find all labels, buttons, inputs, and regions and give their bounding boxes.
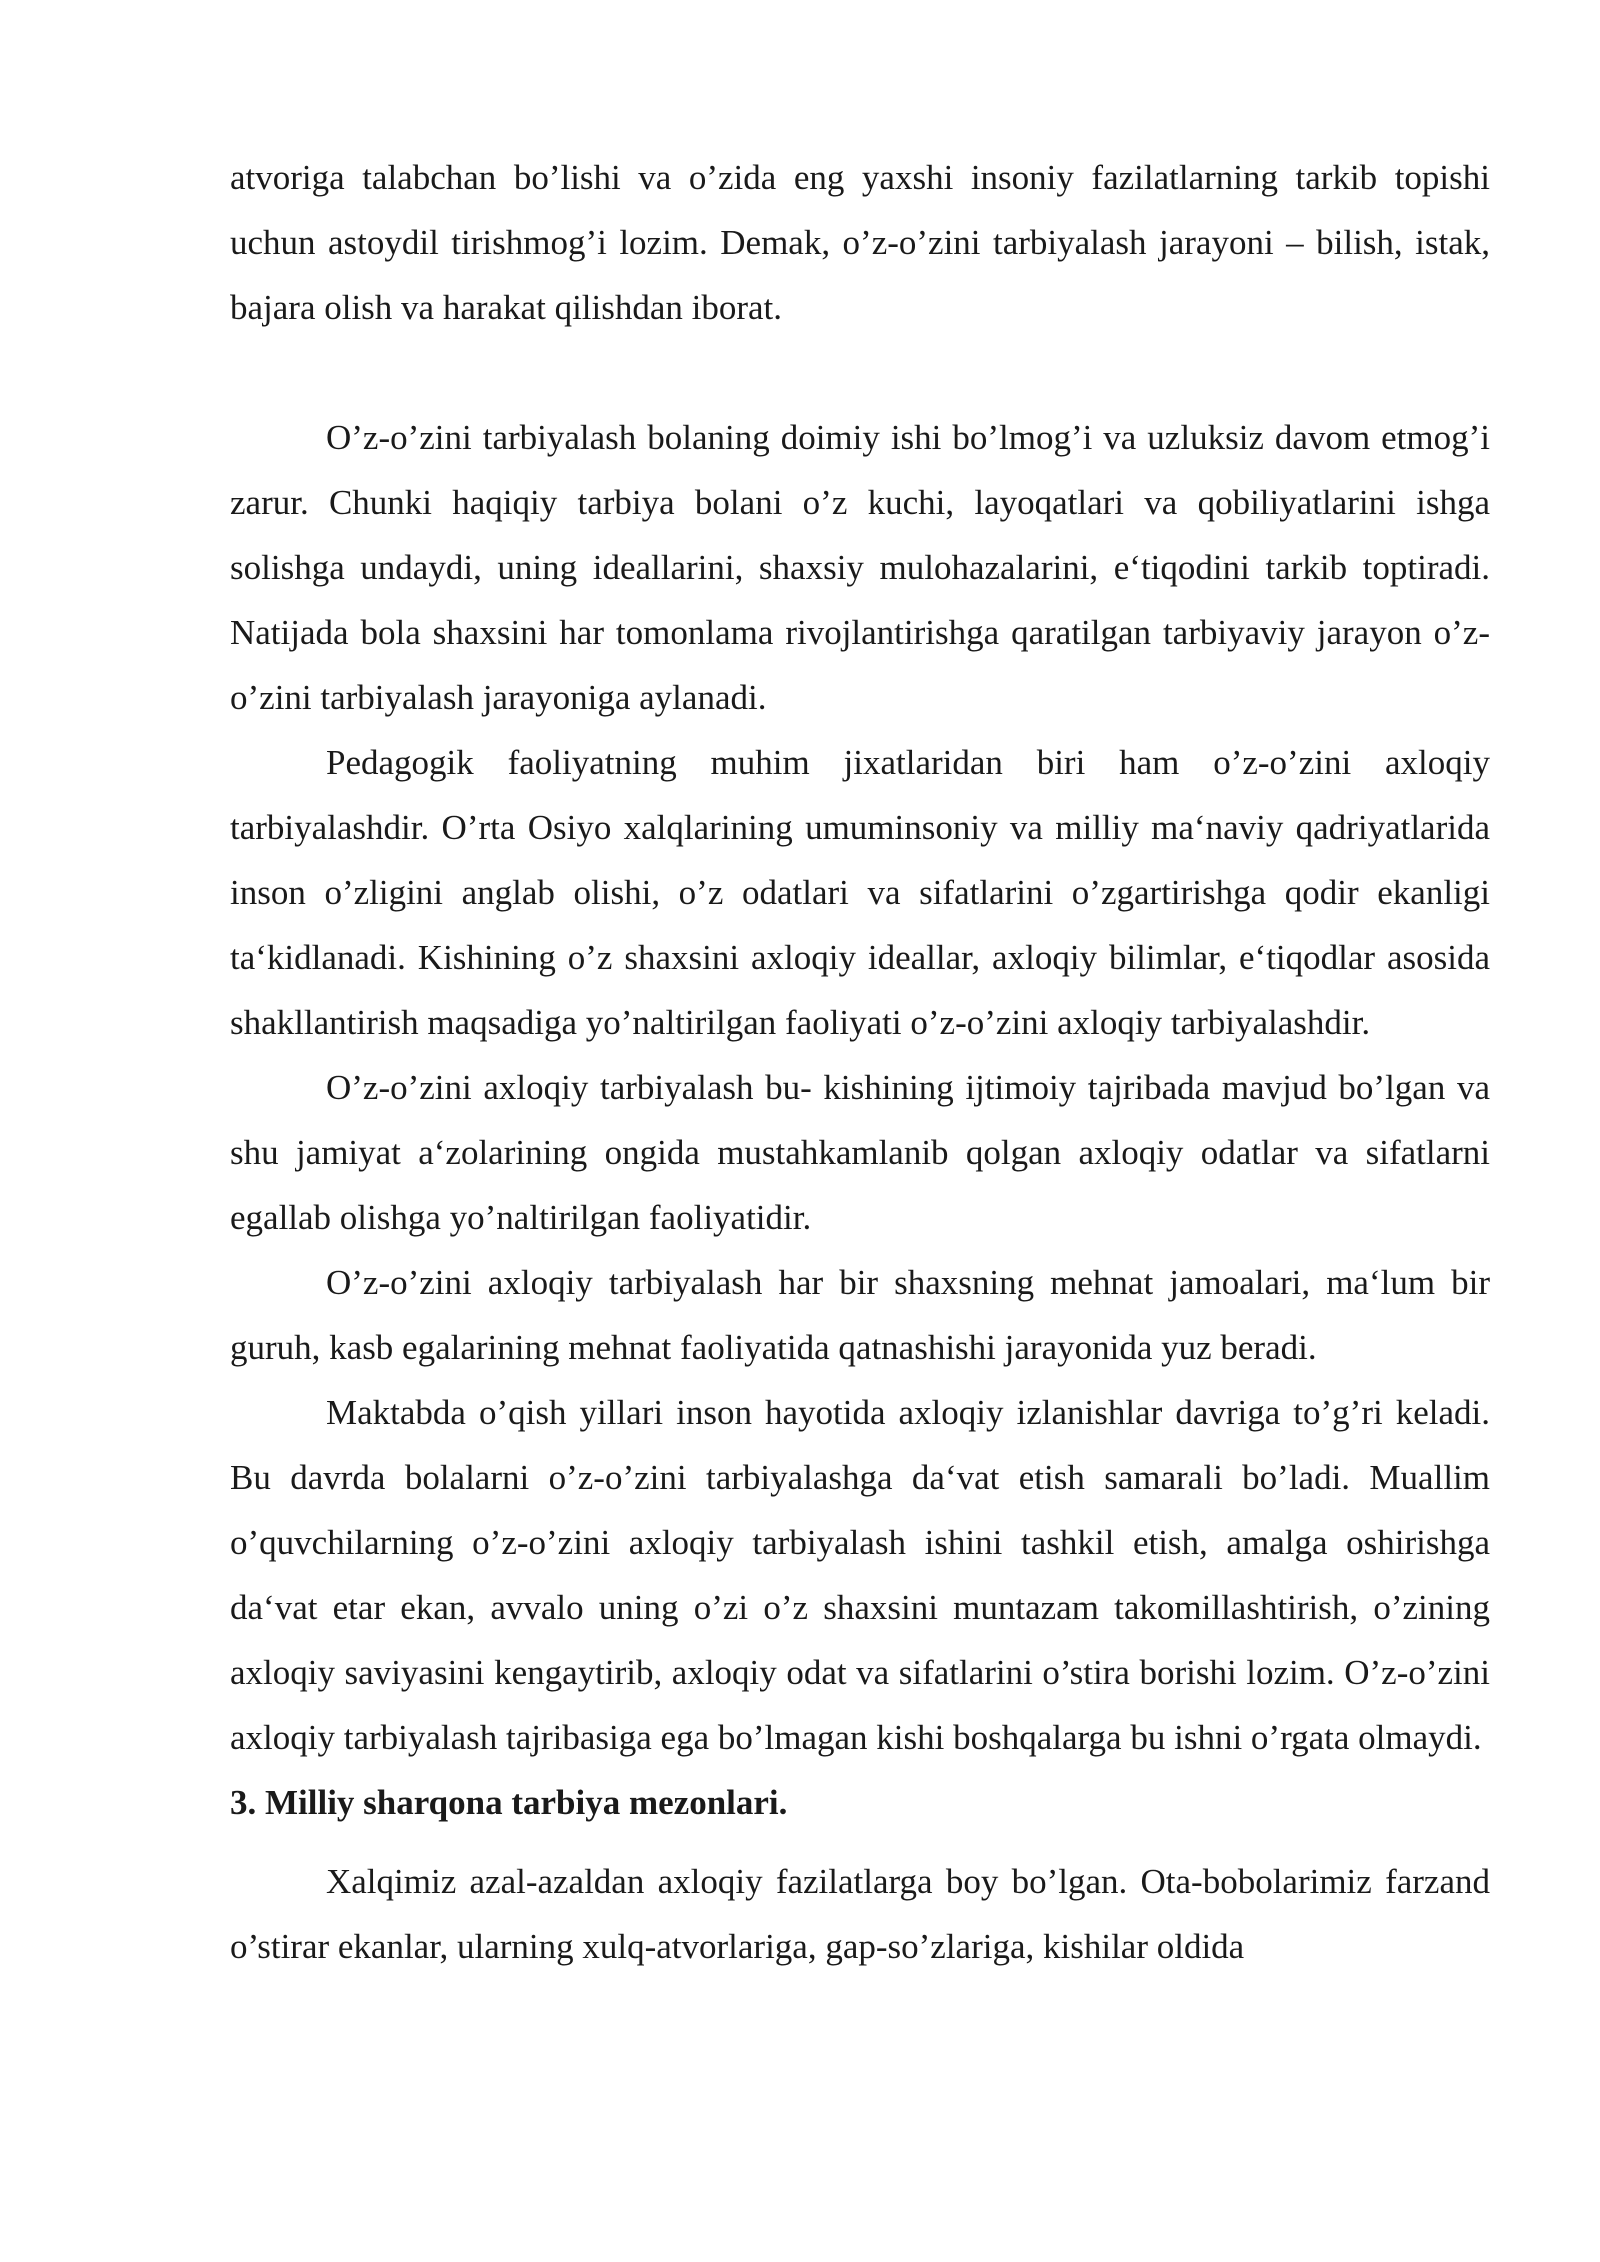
paragraph-labor-collectives: O’z-o’zini axloqiy tarbiyalash har bir shaxsning mehnat jamoalari, ma‘lum bir guruh, kasb egalarining mehnat faoliyatida qatnashishi jarayonida yuz beradi. <box>230 1263 1490 1367</box>
paragraph-pedagogical-activity: Pedagogik faoliyatning muhim jixatlaridan biri ham o’z-o’zini axloqiy tarbiyalashdir. O’rta Osiyo xalqlarining umuminsoniy va milliy ma‘naviy qadriyatlarida inson o’zligini anglab olishi, o’z odatlari va sifatlarini o’zgartirishga qodir ekanligi ta‘kidlanadi. Kishining o’z shaxsini axloqiy ideallar, axloqiy bilimlar, e‘tiqodlar asosida shakllantirish maqsadiga yo’naltirilgan faoliyati o’z-o’zini axloqiy tarbiyalashdir. <box>230 743 1490 1042</box>
paragraph-school-years: Maktabda o’qish yillari inson hayotida axloqiy izlanishlar davriga to’g’ri keladi. Bu davrda bolalarni o’z-o’zini tarbiyalashga da‘vat etish samarali bo’ladi. Muallim o’quvchilarning o’z-o’zini axloqiy tarbiyalash ishini tashkil etish, amalga oshirishga da‘vat etar ekan, avvalo uning o’zi o’z shaxsini muntazam takomillashtirish, o’zining axloqiy saviyasini kengaytirib, axloqiy odat va sifatlarini o’stira borishi lozim. O’z-o’zini axloqiy tarbiyalash tajribasiga ega bo’lmagan kishi boshqalarga bu ishni o’rgata olmaydi. <box>230 1393 1490 1757</box>
paragraph-self-education: O’z-o’zini tarbiyalash bolaning doimiy ishi bo’lmog’i va uzluksiz davom etmog’i zarur. Chunki haqiqiy tarbiya bolani o’z kuchi, layoqatlari va qobiliyatlarini ishga solishga undaydi, uning ideallarini, shaxsiy mulohazalarini, e‘tiqodini tarkib toptiradi. Natijada bola shaxsini har tomonlama rivojlantirishga qaratilgan tarbiyaviy jarayon o’z-o’zini tarbiyalash jarayoniga aylanadi. <box>230 418 1490 717</box>
paragraph-national-values: Xalqimiz azal-azaldan axloqiy fazilatlarga boy bo’lgan. Ota-bobolarimiz farzand o’stirar ekanlar, ularning xulq-atvorlariga, gap-so’zlariga, kishilar oldida <box>230 1862 1490 1966</box>
document-page <box>230 145 1490 1979</box>
paragraph-continuation: atvoriga talabchan bo’lishi va o’zida eng yaxshi insoniy fazilatlarning tarkib topishi uchun astoydil tirishmog’i lozim. Demak, o’z-o’zini tarbiyalash jarayoni – bilish, istak, bajara olish va harakat qilishdan iborat. <box>230 158 1490 327</box>
paragraph-moral-self-education-definition: O’z-o’zini axloqiy tarbiyalash bu- kishining ijtimoiy tajribada mavjud bo’lgan va shu jamiyat a‘zolarining ongida mustahkamlanib qolgan axloqiy odatlar va sifatlarni egallab olishga yo’naltirilgan faoliyatidir. <box>230 1068 1490 1237</box>
section-heading: 3. Milliy sharqona tarbiya mezonlari. <box>230 1783 788 1822</box>
